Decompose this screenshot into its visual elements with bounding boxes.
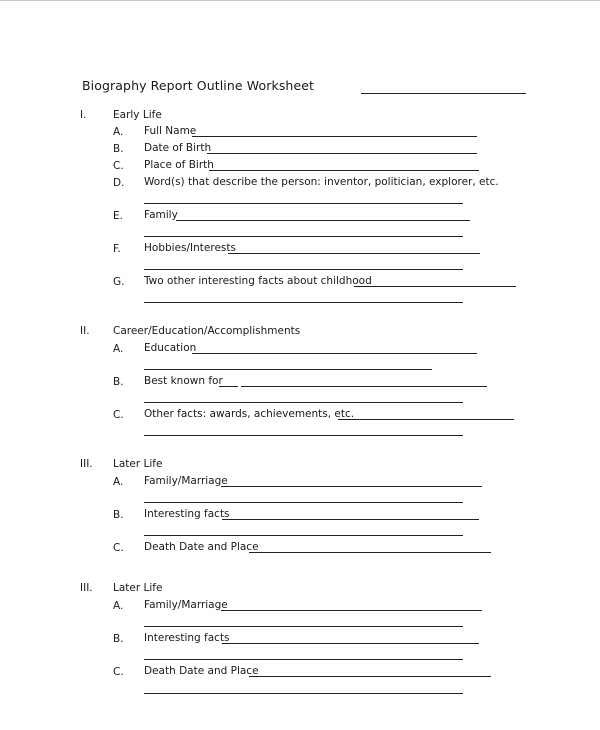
best-known-line-short[interactable]	[219, 386, 238, 387]
section-3-title: Later Life	[113, 458, 163, 470]
section-1-item-b-label: Date of Birth	[144, 142, 212, 154]
childhood-facts-line-2[interactable]	[144, 302, 463, 303]
best-known-line-2[interactable]	[144, 402, 463, 403]
education-line-1[interactable]	[192, 353, 477, 354]
section-1-item-c-label: Place of Birth	[144, 159, 214, 171]
section-1-item-a-letter: A.	[113, 126, 124, 138]
section-3-item-a-letter: A.	[113, 476, 124, 488]
family-marriage-line-1[interactable]	[221, 486, 482, 487]
section-1-item-f-letter: F.	[113, 243, 121, 255]
other-facts-line-1[interactable]	[338, 419, 514, 420]
section-3-item-b-letter: B.	[113, 509, 124, 521]
childhood-facts-line-1[interactable]	[354, 286, 516, 287]
section-1-item-e-letter: E.	[113, 210, 123, 222]
family-line-1[interactable]	[176, 220, 470, 221]
section-2-item-c-letter: C.	[113, 409, 124, 421]
section-2-item-b-letter: B.	[113, 376, 124, 388]
section-2-numeral: II.	[80, 325, 90, 337]
page-title: Biography Report Outline Worksheet	[82, 78, 315, 93]
section-2-item-a-label: Education	[144, 342, 197, 354]
date-of-birth-line[interactable]	[207, 153, 477, 154]
family-marriage-2-line-1[interactable]	[221, 610, 482, 611]
place-of-birth-line[interactable]	[209, 170, 479, 171]
section-1-item-b-letter: B.	[113, 143, 124, 155]
section-1-item-e-label: Family	[144, 209, 178, 221]
section-2-item-a-letter: A.	[113, 343, 124, 355]
interesting-facts-line-2[interactable]	[144, 535, 463, 536]
describe-person-line[interactable]	[144, 203, 463, 204]
family-line-2[interactable]	[144, 236, 463, 237]
section-1-numeral: I.	[80, 109, 87, 121]
section-4-item-a-label: Family/Marriage	[144, 599, 228, 611]
section-4-numeral: III.	[80, 582, 93, 594]
full-name-line[interactable]	[192, 136, 477, 137]
death-date-2-line-2[interactable]	[144, 693, 463, 694]
section-3-item-c-letter: C.	[113, 542, 124, 554]
name-field-line[interactable]	[361, 93, 526, 94]
family-marriage-2-line-2[interactable]	[144, 626, 463, 627]
section-3-item-a-label: Family/Marriage	[144, 475, 228, 487]
section-2-title: Career/Education/Accomplishments	[113, 325, 301, 337]
section-4-item-c-label: Death Date and Place	[144, 665, 259, 677]
interesting-facts-2-line-2[interactable]	[144, 659, 463, 660]
section-3-item-b-label: Interesting facts	[144, 508, 230, 520]
section-1-item-g-label: Two other interesting facts about childhood	[144, 275, 372, 287]
interesting-facts-line-1[interactable]	[222, 519, 479, 520]
section-1-item-c-letter: C.	[113, 160, 124, 172]
best-known-line-1[interactable]	[241, 386, 487, 387]
section-4-item-b-letter: B.	[113, 633, 124, 645]
section-1-item-a-label: Full Name	[144, 125, 197, 137]
death-date-2-line-1[interactable]	[249, 676, 491, 677]
education-line-2[interactable]	[144, 369, 432, 370]
other-facts-line-2[interactable]	[144, 435, 463, 436]
section-4-item-b-label: Interesting facts	[144, 632, 230, 644]
death-date-line[interactable]	[249, 552, 491, 553]
section-1-item-f-label: Hobbies/Interests	[144, 242, 236, 254]
section-3-numeral: III.	[80, 458, 93, 470]
section-3-item-c-label: Death Date and Place	[144, 541, 259, 553]
family-marriage-line-2[interactable]	[144, 502, 463, 503]
section-4-item-c-letter: C.	[113, 666, 124, 678]
section-2-item-c-label: Other facts: awards, achievements, etc.	[144, 408, 355, 420]
hobbies-line-2[interactable]	[144, 269, 463, 270]
hobbies-line-1[interactable]	[228, 253, 480, 254]
section-1-item-d-label: Word(s) that describe the person: inventor, politician, explorer, etc.	[144, 176, 499, 188]
section-1-item-g-letter: G.	[113, 276, 125, 288]
interesting-facts-2-line-1[interactable]	[222, 643, 479, 644]
section-1-item-d-letter: D.	[113, 177, 125, 189]
section-2-item-b-label: Best known for	[144, 375, 223, 387]
section-1-title: Early Life	[113, 109, 162, 121]
section-4-item-a-letter: A.	[113, 600, 124, 612]
section-4-title: Later Life	[113, 582, 163, 594]
